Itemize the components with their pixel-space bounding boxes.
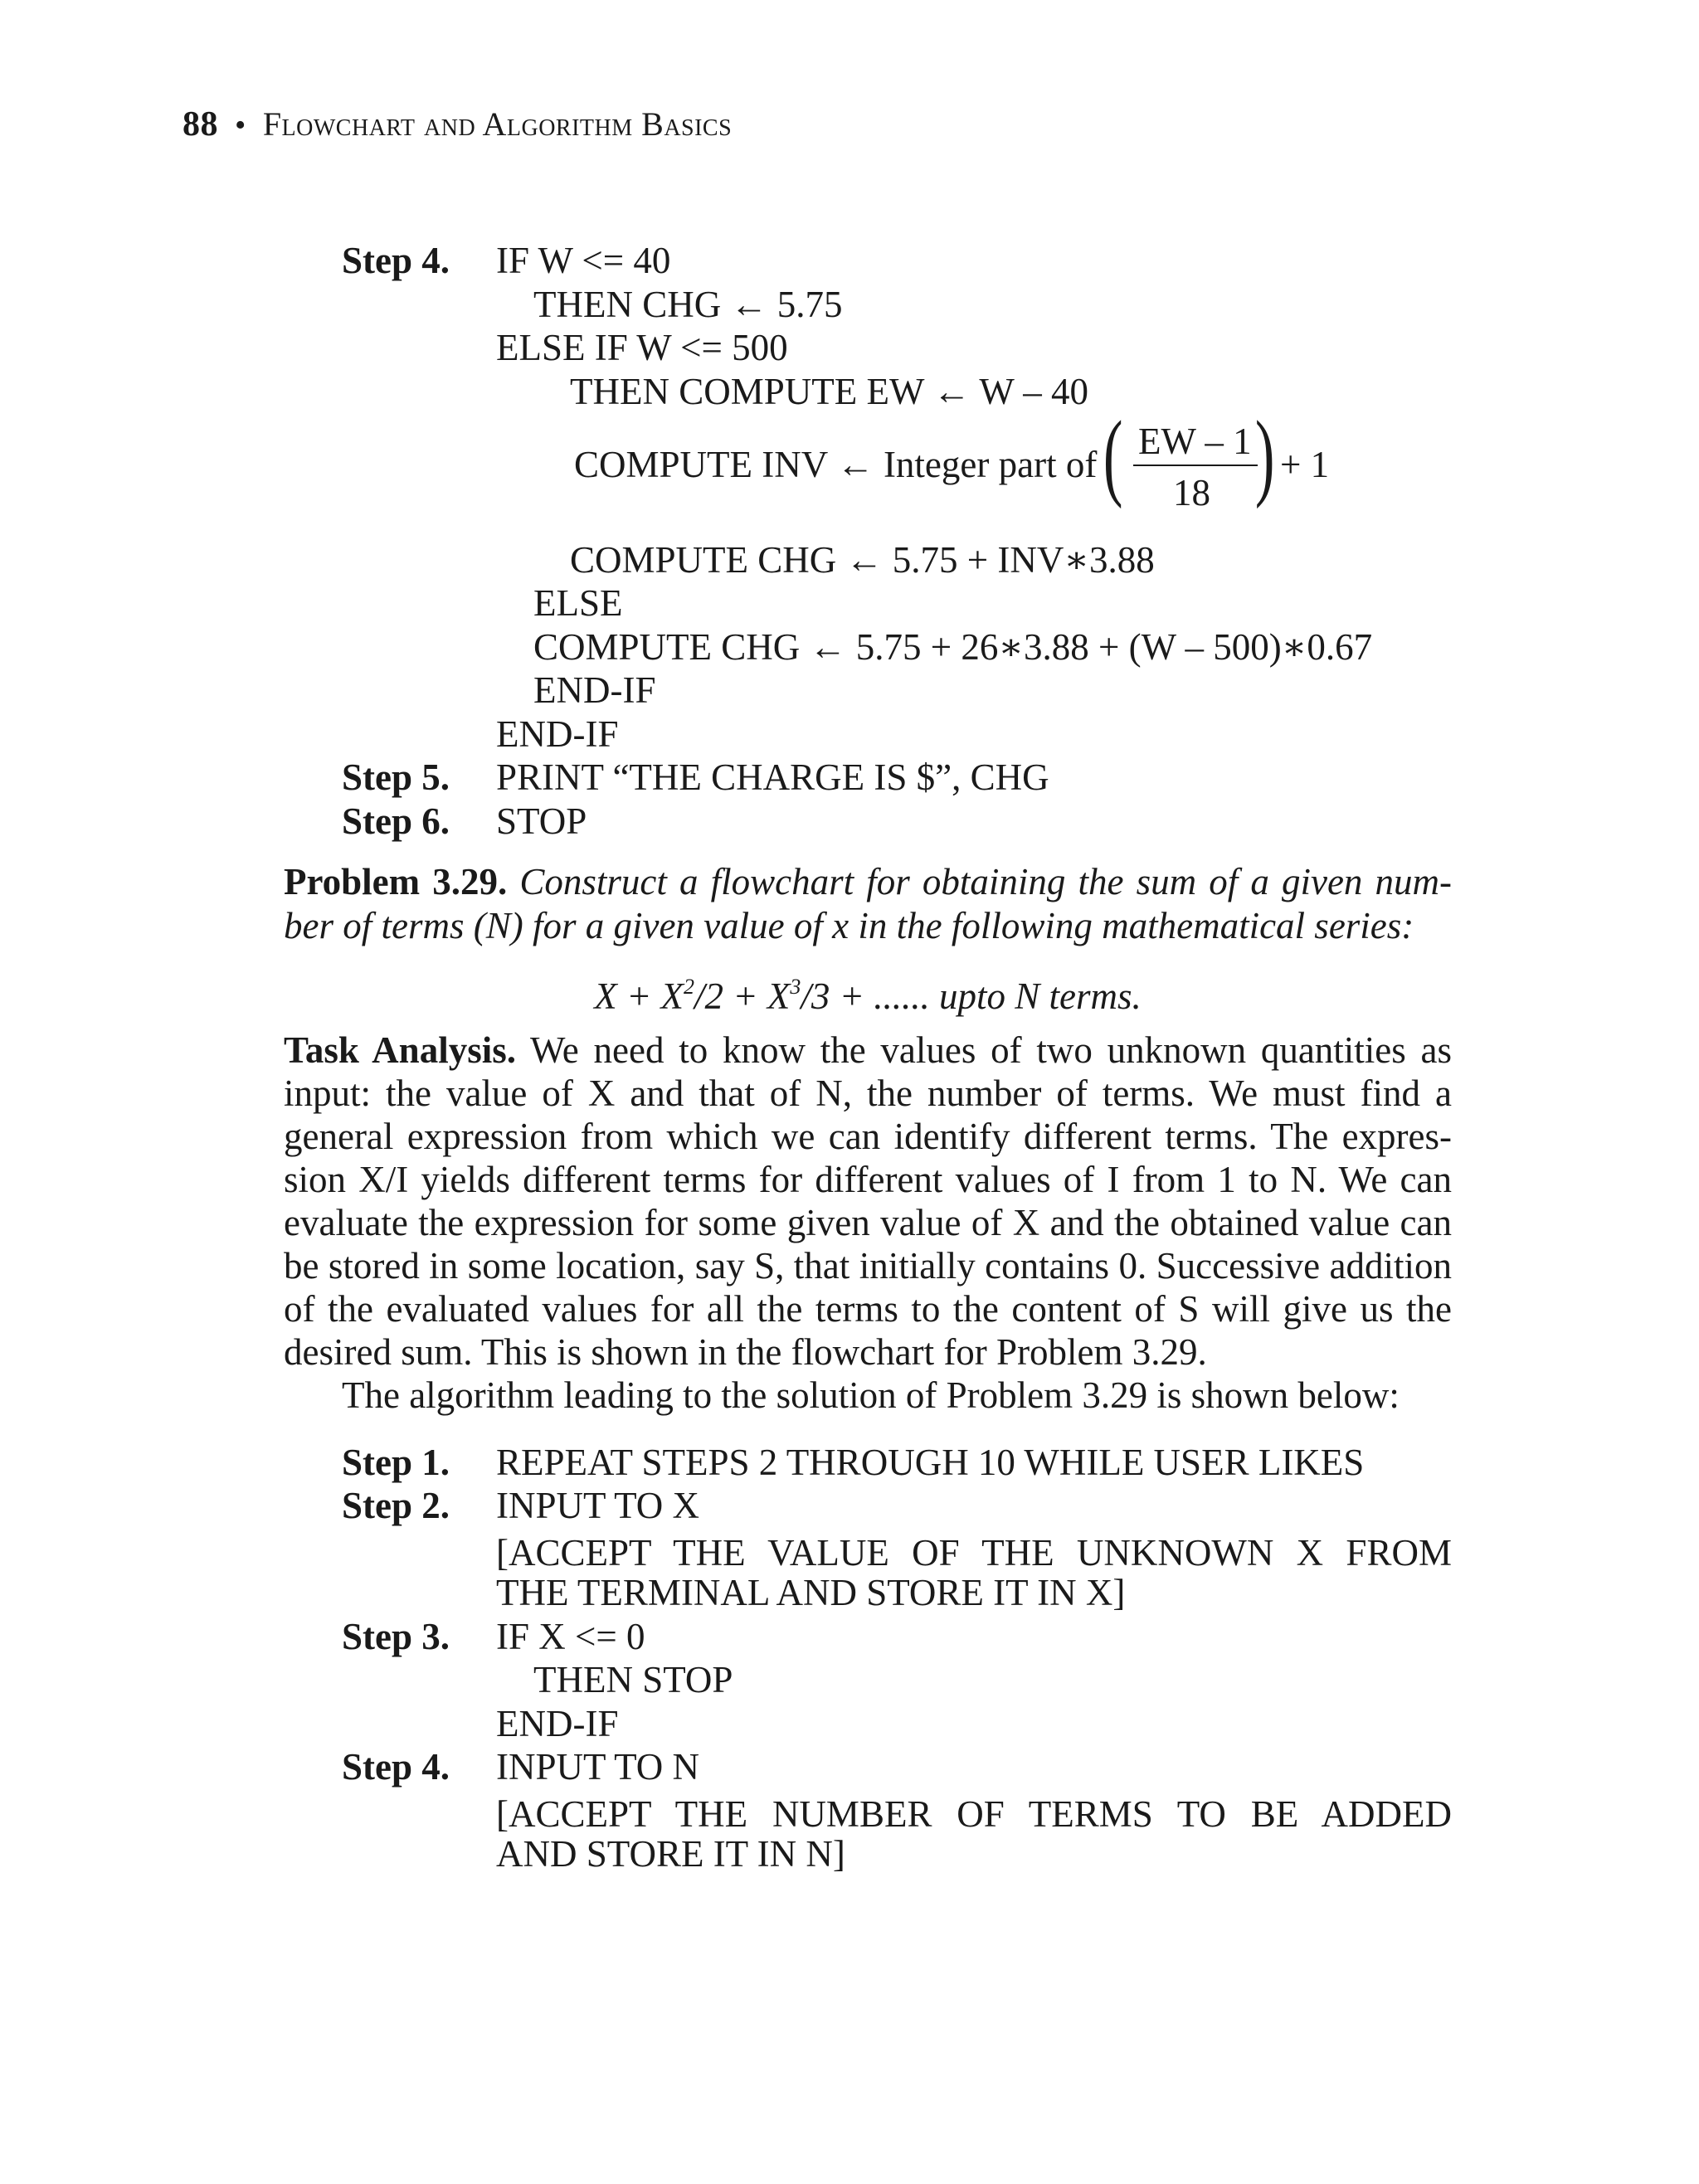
step-label: Step 4.	[342, 240, 450, 281]
step-label: Step 6.	[342, 800, 450, 842]
running-header	[183, 105, 732, 144]
task-analysis-line: sion X/I yields different terms for different values of I from 1 to N. We can	[284, 1159, 1452, 1200]
task-analysis-line: desired sum. This is shown in the flowchart for Problem 3.29.	[284, 1331, 1207, 1373]
series-superscript: 3	[790, 975, 801, 999]
paragraph-text: We need to know the values of two unknown quantities as	[529, 1029, 1453, 1071]
series-superscript: 2	[684, 975, 695, 999]
fraction-denominator: 18	[1173, 472, 1210, 513]
task-analysis-line: of the evaluated values for all the terms to the content of S will give us the	[284, 1288, 1452, 1330]
algorithm-note: AND STORE IT IN N]	[496, 1833, 845, 1875]
problem-text: ber of terms (N) for a given value of x in the following mathematical series:	[284, 905, 1414, 946]
problem-statement-line2	[284, 904, 1452, 948]
algorithm-line: COMPUTE CHG ← 5.75 + INV∗3.88	[570, 539, 1155, 581]
algorithm-line: ELSE IF W <= 500	[496, 327, 788, 368]
algorithm-line: ELSE	[533, 582, 623, 624]
right-paren: )	[1254, 401, 1275, 509]
algorithm-line: REPEAT STEPS 2 THROUGH 10 WHILE USER LIKES	[496, 1442, 1365, 1483]
algorithm-line: IF X <= 0	[496, 1616, 645, 1657]
algorithm-line: THEN COMPUTE EW ← W – 40	[570, 371, 1088, 412]
task-analysis-line: evaluate the expression for some given value of X and the obtained value can	[284, 1202, 1452, 1243]
header-separator: •	[235, 108, 246, 143]
algorithm-line: COMPUTE CHG ← 5.75 + 26∗3.88 + (W – 500)∗0.67	[533, 626, 1373, 668]
task-analysis-line: be stored in some location, say S, that initially contains 0. Successive addition	[284, 1245, 1452, 1287]
left-paren: (	[1103, 401, 1123, 509]
book-title: Flowchart and Algorithm Basics	[262, 105, 733, 143]
task-analysis-line	[284, 1029, 1452, 1073]
series-part: /2 + X	[694, 975, 791, 1017]
algorithm-line: PRINT “THE CHARGE IS $”, CHG	[496, 756, 1049, 798]
problem-text: Construct a flowchart for obtaining the sum of a given num-	[519, 861, 1453, 902]
algorithm-line: INPUT TO N	[496, 1746, 700, 1788]
algorithm-note: THE TERMINAL AND STORE IT IN X]	[496, 1572, 1126, 1613]
series-expression	[284, 976, 1452, 1015]
step-label: Step 5.	[342, 756, 450, 798]
algorithm-line: END-IF	[496, 713, 619, 755]
task-analysis-line: general expression from which we can identify different terms. The expres-	[284, 1116, 1452, 1157]
step-label: Step 2.	[342, 1485, 450, 1526]
algorithm-note: [ACCEPT THE NUMBER OF TERMS TO BE ADDED	[496, 1793, 1452, 1835]
fraction-numerator: EW – 1	[1138, 421, 1252, 462]
task-analysis-line: The algorithm leading to the solution of Problem 3.29 is shown below:	[342, 1374, 1400, 1416]
problem-label: Problem 3.29.	[284, 861, 508, 902]
algorithm-note: [ACCEPT THE VALUE OF THE UNKNOWN X FROM	[496, 1532, 1452, 1574]
algorithm-line: THEN CHG ← 5.75	[533, 284, 843, 325]
algorithm-line: END-IF	[533, 669, 656, 711]
algorithm-line: STOP	[496, 800, 587, 842]
page-number: 88	[183, 105, 218, 143]
formula-suffix: + 1	[1280, 444, 1330, 485]
formula-prefix: COMPUTE INV ← Integer part of	[574, 444, 1098, 485]
algorithm-line: INPUT TO X	[496, 1485, 700, 1526]
fraction-bar	[1133, 465, 1258, 466]
algorithm-line: END-IF	[496, 1703, 619, 1744]
step-label: Step 4.	[342, 1746, 450, 1788]
algorithm-line: IF W <= 40	[496, 240, 671, 281]
task-analysis-label: Task Analysis.	[284, 1029, 516, 1071]
problem-statement-line1	[284, 860, 1452, 904]
series-part: X + X	[594, 975, 684, 1017]
series-part: /3 + ...... upto N terms.	[801, 975, 1142, 1017]
step-label: Step 3.	[342, 1616, 450, 1657]
algorithm-line: THEN STOP	[533, 1659, 733, 1700]
task-analysis-line: input: the value of X and that of N, the number of terms. We must find a	[284, 1073, 1452, 1114]
step-label: Step 1.	[342, 1442, 450, 1483]
